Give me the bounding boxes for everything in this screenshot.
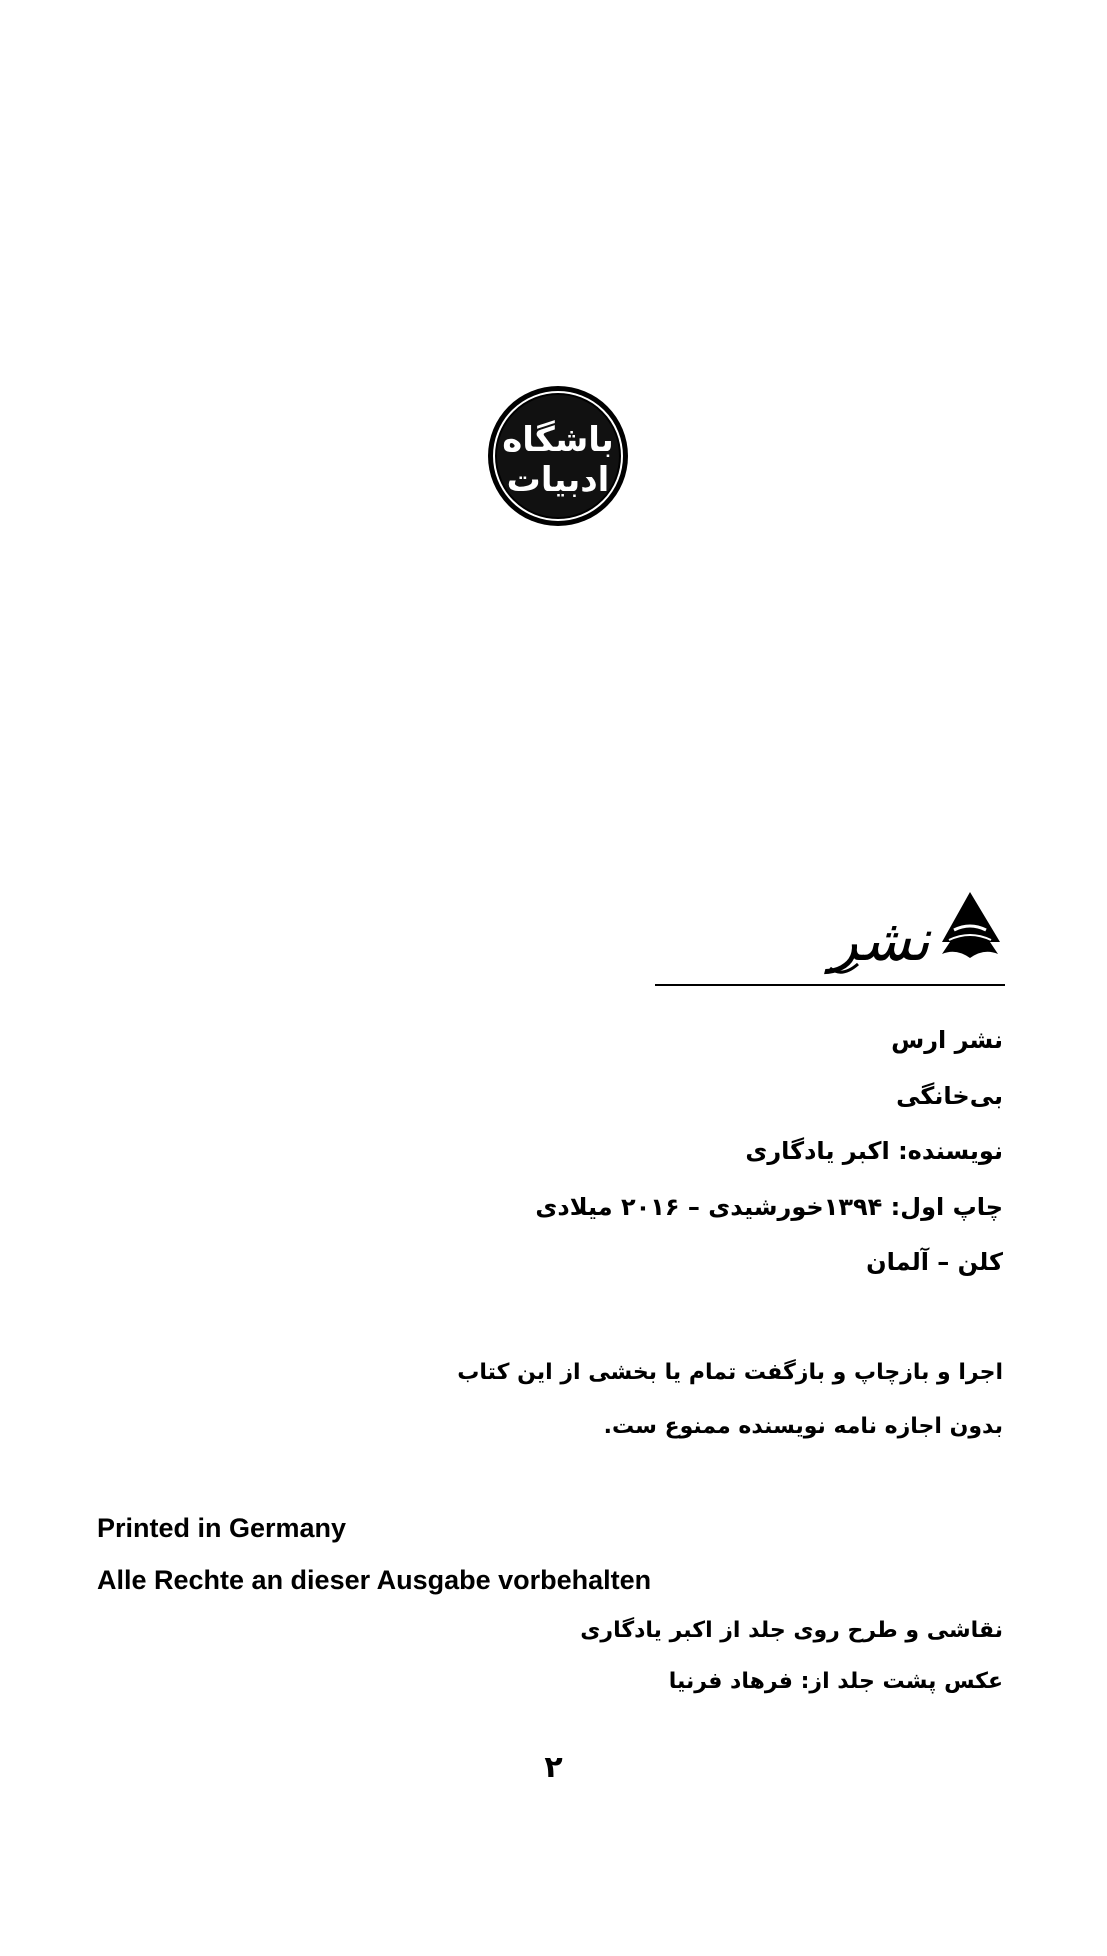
book-title: بی‌خانگی [896, 1082, 1003, 1110]
german-rights-line: Alle Rechte an dieser Ausgabe vorbehalten [97, 1565, 652, 1595]
divider-line [655, 984, 1005, 986]
printed-in-germany: Printed in Germany [97, 1513, 347, 1543]
cover-art-credit: نقاشی و طرح روی جلد از اکبر یادگاری [580, 1618, 1003, 1643]
publisher-name: نشر ارس [891, 1026, 1003, 1054]
first-edition-line: چاپ اول: ۱۳۹۴خورشیدی – ۲۰۱۶ میلادی [535, 1193, 1003, 1221]
rights-notice-line-2: بدون اجازه نامه نویسنده ممنوع ست. [603, 1414, 1003, 1439]
svg-text:ادبیات: ادبیات [506, 460, 610, 500]
svg-text:نشر: نشر [830, 906, 930, 974]
back-photo-credit: عکس پشت جلد از: فرهاد فرنیا [668, 1669, 1003, 1694]
publisher-logo-graphic [822, 882, 1006, 982]
publisher-logo [822, 882, 1006, 982]
svg-text:باشگاه: باشگاه [502, 420, 614, 460]
literature-club-logo [485, 383, 631, 529]
literature-club-logo-graphic [485, 383, 631, 529]
author-line: نویسنده: اکبر یادگاری [745, 1137, 1003, 1165]
page-number: ۲ [544, 1750, 563, 1785]
rights-notice-line-1: اجرا و بازچاپ و بازگفت تمام یا بخشی از این کتاب [457, 1360, 1003, 1385]
place-line: کلن – آلمان [866, 1248, 1003, 1276]
